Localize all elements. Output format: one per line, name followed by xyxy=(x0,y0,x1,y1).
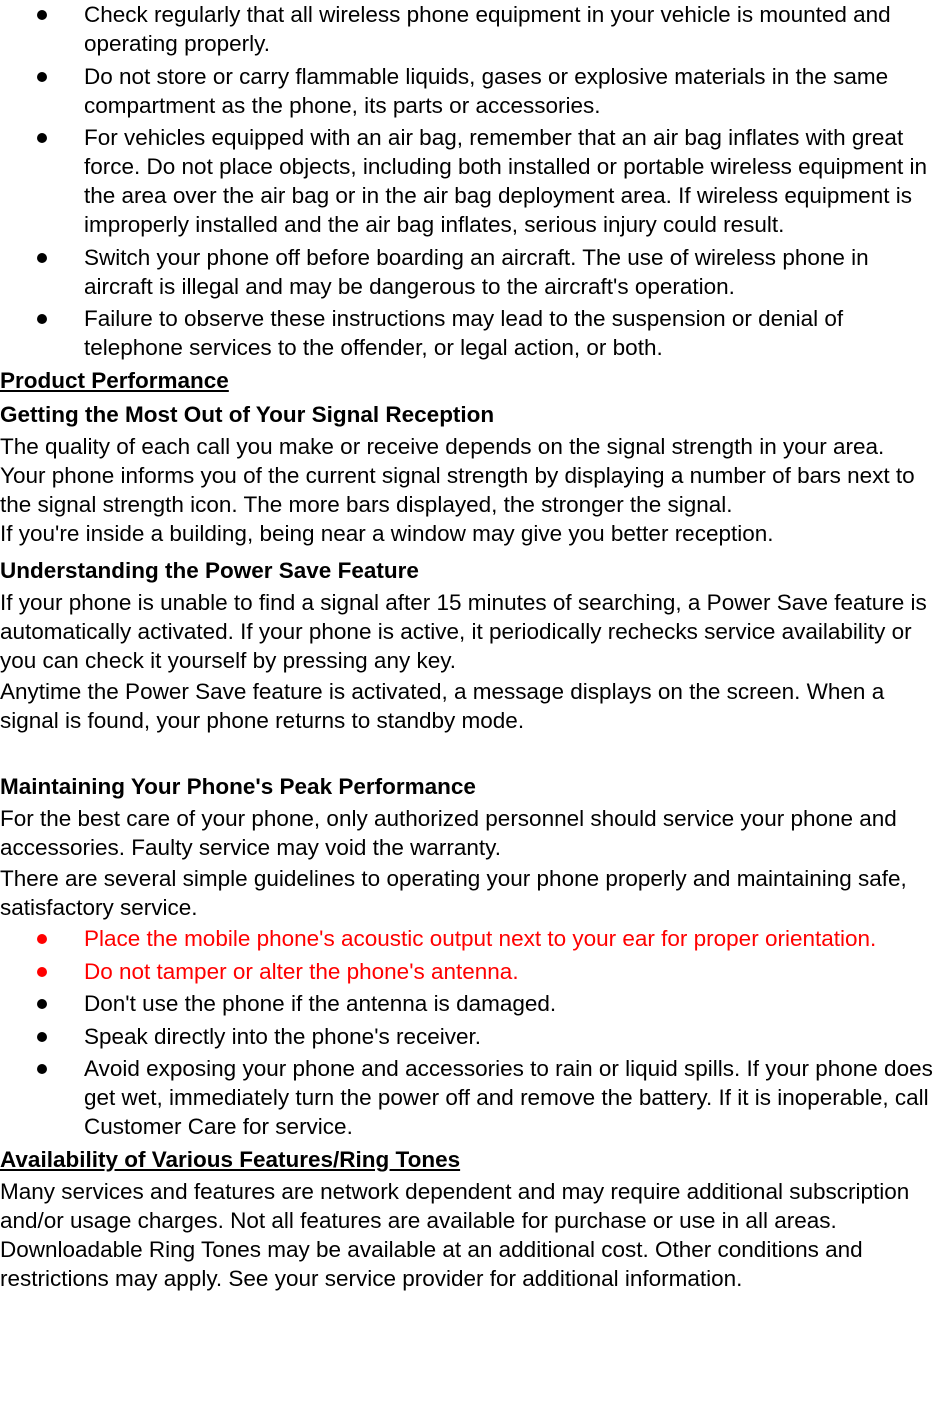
list-item xyxy=(0,924,934,953)
list-item xyxy=(0,62,934,120)
list-item xyxy=(0,957,934,986)
peak-paragraph-1: For the best care of your phone, only authorized personnel should service your phone and accessories. Faulty service may void the warranty. xyxy=(0,805,897,860)
bullet-icon xyxy=(37,967,47,977)
list-item-text: Place the mobile phone's acoustic output next to your ear for proper orientation. xyxy=(84,925,877,951)
bullet-icon xyxy=(37,934,47,944)
signal-paragraph-2: If you're inside a building, being near a window may give you better reception. xyxy=(0,520,774,546)
bullet-icon xyxy=(37,1032,47,1042)
list-item-text: Don't use the phone if the antenna is damaged. xyxy=(84,991,557,1017)
list-item xyxy=(0,243,934,301)
availability-heading: Availability of Various Features/Ring Tones xyxy=(0,1146,461,1172)
bullet-icon xyxy=(37,133,47,143)
list-item xyxy=(0,989,934,1018)
list-item-text: Switch your phone off before boarding an aircraft. The use of wireless phone in aircraft is illegal and may be dangerous to the aircraft's operation. xyxy=(84,244,869,299)
vehicle-bullet-list xyxy=(0,0,934,362)
list-item-text: Failure to observe these instructions may lead to the suspension or denial of telephone services to the offender, or legal action, or both. xyxy=(84,306,844,361)
list-item xyxy=(0,1054,934,1141)
bullet-icon xyxy=(37,10,47,20)
peak-bullet-list xyxy=(0,924,934,1141)
power-save-heading: Understanding the Power Save Feature xyxy=(0,557,419,583)
list-item xyxy=(0,123,934,239)
list-item-text: For vehicles equipped with an air bag, remember that an air bag inflates with great force. Do not place objects, including both installed or portable wireless equipment in the area over the air bag or in the air bag deployment area. If wireless equipment is improperly installed and the air bag inflates, serious injury could result. xyxy=(84,125,927,238)
bullet-icon xyxy=(37,72,47,82)
peak-paragraph-2: There are several simple guidelines to operating your phone properly and maintaining safe, satisfactory service. xyxy=(0,865,907,920)
availability-paragraph: Many services and features are network dependent and may require additional subscription and/or usage charges. Not all features are available for purchase or use in all areas. Downloadable Ring Tones may be available at an additional cost. Other conditions and restrictions may apply. See your service provider for additional information. xyxy=(0,1178,910,1291)
list-item xyxy=(0,304,934,362)
peak-performance-heading: Maintaining Your Phone's Peak Performance xyxy=(0,773,476,799)
list-item-text: Check regularly that all wireless phone equipment in your vehicle is mounted and operating properly. xyxy=(84,2,891,56)
list-item xyxy=(0,0,934,58)
power-save-paragraph-2: Anytime the Power Save feature is activated, a message displays on the screen. When a signal is found, your phone returns to standby mode. xyxy=(0,678,885,733)
bullet-icon xyxy=(37,1064,47,1074)
bullet-icon xyxy=(37,253,47,263)
power-save-paragraph-1: If your phone is unable to find a signal after 15 minutes of searching, a Power Save feature is automatically activated. If your phone is active, it periodically rechecks service availability or you can check it yourself by pressing any key. xyxy=(0,589,927,673)
signal-reception-heading: Getting the Most Out of Your Signal Reception xyxy=(0,401,495,427)
list-item-text: Do not store or carry flammable liquids, gases or explosive materials in the same compartment as the phone, its parts or accessories. xyxy=(84,63,889,118)
bullet-icon xyxy=(37,314,47,324)
product-performance-heading: Product Performance xyxy=(0,367,229,393)
list-item-text: Avoid exposing your phone and accessories to rain or liquid spills. If your phone does get wet, immediately turn the power off and remove the battery. If it is inoperable, call Customer Care for service. xyxy=(84,1056,933,1140)
signal-paragraph-1: The quality of each call you make or receive depends on the signal strength in your area. Your phone informs you of the current signal strength by displaying a number of bars next to the signal strength icon. The more bars displayed, the stronger the signal. xyxy=(0,433,915,517)
list-item-text: Speak directly into the phone's receiver. xyxy=(84,1023,482,1049)
list-item xyxy=(0,1022,934,1051)
bullet-icon xyxy=(37,999,47,1009)
list-item-text: Do not tamper or alter the phone's antenna. xyxy=(84,958,519,984)
